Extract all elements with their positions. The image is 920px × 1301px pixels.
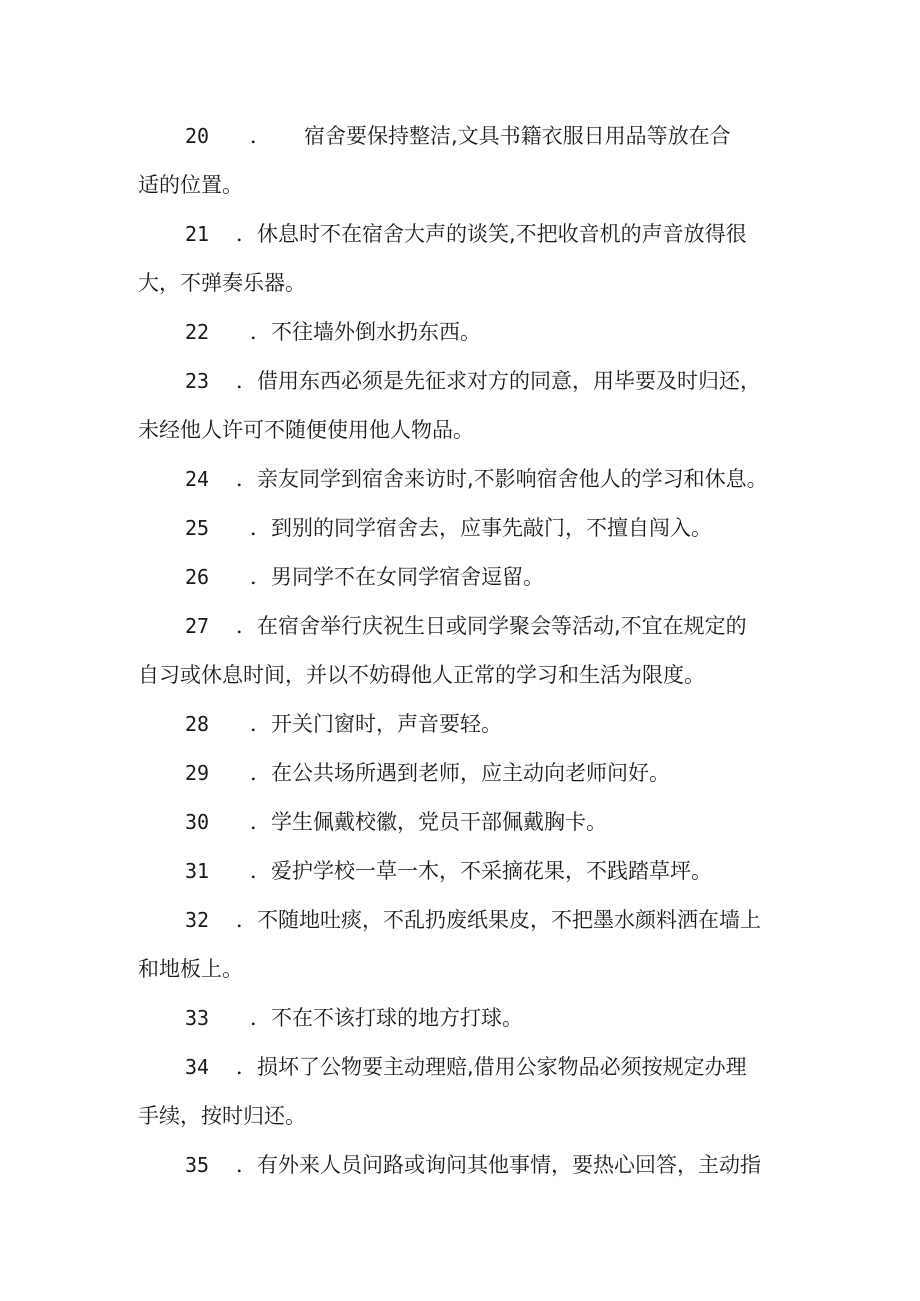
rule-text-continued: 适的位置。 xyxy=(138,173,243,197)
rule-item-25 xyxy=(138,504,788,553)
rule-item-35 xyxy=(138,1141,788,1190)
rule-item-30 xyxy=(138,798,788,847)
rule-number: 24 xyxy=(185,467,210,491)
rule-text: 在公共场所遇到老师，应主动向老师问好。 xyxy=(271,761,670,785)
rule-text: 不随地吐痰，不乱扔废纸果皮，不把墨水颜料洒在墙上 xyxy=(257,908,761,932)
rule-separator: ． xyxy=(250,565,271,589)
rule-text: 学生佩戴校徽，党员干部佩戴胸卡。 xyxy=(271,810,607,834)
rule-text: 亲友同学到宿舍来访时,不影响宿舍他人的学习和休息。 xyxy=(257,467,768,491)
rule-number: 32 xyxy=(185,908,210,932)
rule-item-34 xyxy=(138,1043,788,1141)
rule-text: 宿舍要保持整洁,文具书籍衣服日用品等放在合 xyxy=(304,124,731,148)
rule-text: 爱护学校一草一木，不采摘花果，不践踏草坪。 xyxy=(271,859,712,883)
rule-item-29 xyxy=(138,749,788,798)
rule-text: 开关门窗时，声音要轻。 xyxy=(271,712,502,736)
rule-item-28 xyxy=(138,700,788,749)
rule-item-27 xyxy=(138,602,788,700)
rule-number: 29 xyxy=(185,761,210,785)
rule-separator: ． xyxy=(236,222,257,246)
rule-text-continued: 未经他人许可不随便使用他人物品。 xyxy=(138,418,474,442)
rule-text: 在宿舍举行庆祝生日或同学聚会等活动,不宜在规定的 xyxy=(257,614,747,638)
rule-separator: ． xyxy=(250,859,271,883)
rule-separator: ． xyxy=(250,810,271,834)
rule-separator: ． xyxy=(250,124,271,148)
rule-text: 到别的同学宿舍去，应事先敲门，不擅自闯入。 xyxy=(271,516,712,540)
rule-text-continued: 手续，按时归还。 xyxy=(138,1104,306,1128)
rule-number: 34 xyxy=(185,1055,210,1079)
rule-text-continued: 和地板上。 xyxy=(138,957,243,981)
rule-number: 27 xyxy=(185,614,210,638)
rule-item-33 xyxy=(138,994,788,1043)
rule-separator: ． xyxy=(250,516,271,540)
rules-list xyxy=(138,112,788,1190)
rule-number: 20 xyxy=(185,124,210,148)
rule-number: 25 xyxy=(185,516,210,540)
rule-number: 28 xyxy=(185,712,210,736)
rule-text: 休息时不在宿舍大声的谈笑,不把收音机的声音放得很 xyxy=(257,222,747,246)
rule-item-26 xyxy=(138,553,788,602)
rule-text: 不往墙外倒水扔东西。 xyxy=(271,320,481,344)
rule-item-20 xyxy=(138,112,788,210)
rule-text: 男同学不在女同学宿舍逗留。 xyxy=(271,565,544,589)
rule-separator: ． xyxy=(236,908,257,932)
rule-separator: ． xyxy=(236,369,257,393)
rule-text: 不在不该打球的地方打球。 xyxy=(271,1006,523,1030)
rule-item-22 xyxy=(138,308,788,357)
rule-text: 借用东西必须是先征求对方的同意，用毕要及时归还， xyxy=(257,369,761,393)
rule-item-21 xyxy=(138,210,788,308)
rule-number: 31 xyxy=(185,859,210,883)
rule-text-continued: 自习或休息时间，并以不妨碍他人正常的学习和生活为限度。 xyxy=(138,663,705,687)
rule-separator: ． xyxy=(236,614,257,638)
rule-number: 23 xyxy=(185,369,210,393)
rule-number: 26 xyxy=(185,565,210,589)
rule-separator: ． xyxy=(250,712,271,736)
rule-item-31 xyxy=(138,847,788,896)
rule-number: 21 xyxy=(185,222,210,246)
rule-text: 有外来人员问路或询问其他事情，要热心回答，主动指 xyxy=(257,1153,761,1177)
rule-item-23 xyxy=(138,357,788,455)
rule-text: 损坏了公物要主动理赔,借用公家物品必须按规定办理 xyxy=(257,1055,747,1079)
rule-item-32 xyxy=(138,896,788,994)
rule-separator: ． xyxy=(250,761,271,785)
rule-text-continued: 大，不弹奏乐器。 xyxy=(138,271,306,295)
rule-separator: ． xyxy=(236,467,257,491)
rule-separator: ． xyxy=(236,1055,257,1079)
rule-number: 30 xyxy=(185,810,210,834)
rule-number: 22 xyxy=(185,320,210,344)
rule-number: 35 xyxy=(185,1153,210,1177)
rule-number: 33 xyxy=(185,1006,210,1030)
rule-separator: ． xyxy=(236,1153,257,1177)
rule-separator: ． xyxy=(250,320,271,344)
rule-separator: ． xyxy=(250,1006,271,1030)
rule-item-24 xyxy=(138,455,788,504)
